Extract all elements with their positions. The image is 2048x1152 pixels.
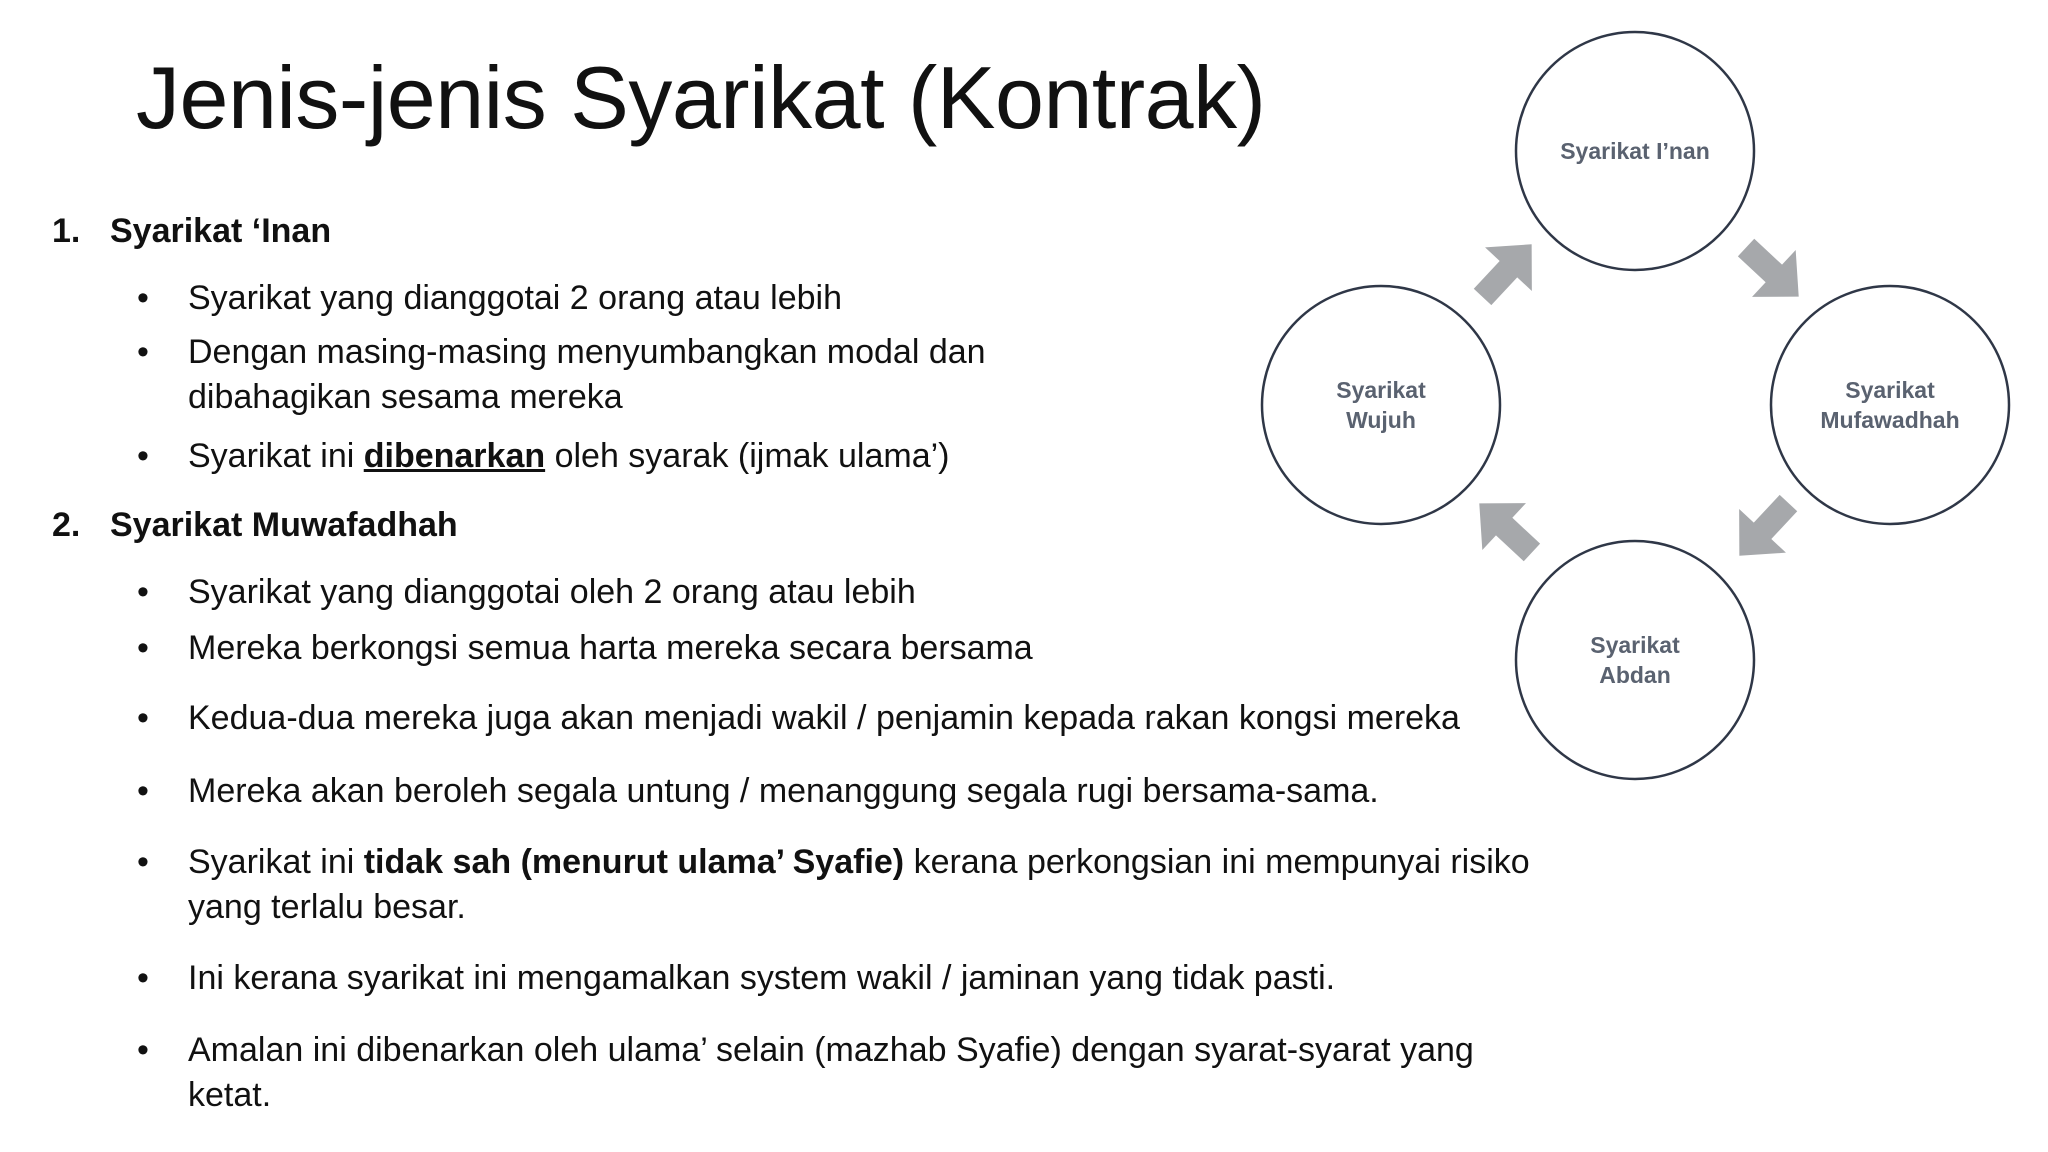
- text-run: oleh syarak (ijmak ulama’): [545, 437, 950, 475]
- cycle-node-inan: [1516, 32, 1754, 270]
- section-number: 1.: [52, 212, 81, 250]
- section-title: Syarikat ‘Inan: [110, 212, 332, 250]
- node-circle: [1516, 541, 1754, 779]
- bullet-line: ketat.: [188, 1076, 272, 1114]
- node-label: Mufawadhah: [1820, 407, 1960, 433]
- cycle-arrow-icon: [1724, 224, 1820, 320]
- cycle-node-abdan: [1516, 541, 1754, 779]
- bullet-icon: •: [137, 959, 149, 997]
- bullet-icon: •: [137, 843, 149, 881]
- bullet-icon: •: [137, 437, 149, 475]
- bullet-icon: •: [137, 772, 149, 810]
- bullet-icon: •: [137, 1031, 149, 1069]
- bullet-text: Mereka akan beroleh segala untung / menanggung segala rugi bersama-sama.: [188, 772, 1379, 810]
- emphasis-text: tidak sah (menurut ulama’ Syafie): [363, 843, 905, 881]
- text-run: kerana perkongsian ini mempunyai risiko: [904, 843, 1530, 881]
- bullet-line: Dengan masing-masing menyumbangkan modal dan: [188, 333, 986, 371]
- node-circle: [1771, 286, 2009, 524]
- bullet-text: Mereka berkongsi semua harta mereka secara bersama: [188, 629, 1033, 667]
- bullet-icon: •: [137, 333, 149, 371]
- node-label: Syarikat: [1590, 632, 1680, 658]
- text-run: Syarikat ini: [188, 437, 364, 475]
- bullet-text: Ini kerana syarikat ini mengamalkan system wakil / jaminan yang tidak pasti.: [188, 959, 1336, 997]
- slide-title: Jenis-jenis Syarikat (Kontrak): [136, 48, 1266, 147]
- cycle-arrow-icon: [1459, 222, 1555, 318]
- section-number: 2.: [52, 506, 81, 544]
- node-circle: [1262, 286, 1500, 524]
- bullet-text: Syarikat yang dianggotai 2 orang atau lebih: [188, 279, 843, 317]
- node-label: Syarikat: [1336, 377, 1426, 403]
- bullet-line: Amalan ini dibenarkan oleh ulama’ selain (mazhab Syafie) dengan syarat-syarat yang: [188, 1031, 1474, 1069]
- bullet-line: dibahagikan sesama mereka: [188, 378, 623, 416]
- node-label: Abdan: [1599, 662, 1671, 688]
- node-label: Syarikat: [1845, 377, 1935, 403]
- bullet-icon: •: [137, 629, 149, 667]
- text-run: Syarikat ini: [188, 843, 364, 881]
- cycle-node-mufawadhah: [1771, 286, 2009, 524]
- bullet-icon: •: [137, 279, 149, 317]
- emphasis-text: dibenarkan: [363, 437, 546, 475]
- bullet-text: Syarikat yang dianggotai oleh 2 orang atau lebih: [188, 573, 916, 611]
- node-label: Syarikat I’nan: [1560, 138, 1710, 164]
- bullet-line: yang terlalu besar.: [188, 888, 466, 926]
- cycle-arrow-icon: [1716, 481, 1812, 577]
- cycle-arrow-icon: [1457, 480, 1553, 576]
- bullet-icon: •: [137, 699, 149, 737]
- bullet-icon: •: [137, 573, 149, 611]
- cycle-node-wujuh: [1262, 286, 1500, 524]
- bullet-text: Kedua-dua mereka juga akan menjadi wakil / penjamin kepada rakan kongsi mereka: [188, 699, 1460, 737]
- node-label: Wujuh: [1346, 407, 1416, 433]
- section-title: Syarikat Muwafadhah: [110, 506, 458, 544]
